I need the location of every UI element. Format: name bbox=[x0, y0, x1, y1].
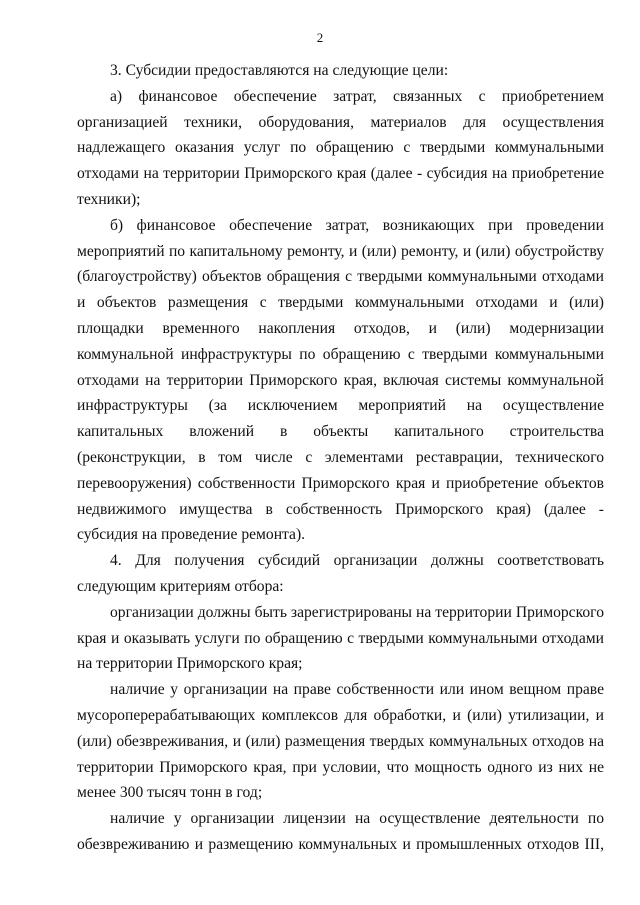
paragraph-goal-a-equipment: а) финансовое обеспечение затрат, связанных с приобретением организацией техники, оборудования, материалов для осуществления надлежащего оказания услуг по обращению с твердыми коммунальными отходами на территории Приморского края (далее - субсидия на приобретение техники); bbox=[77, 87, 604, 208]
page-number: 2 bbox=[316, 30, 324, 45]
paragraph-criterion-registration: организации должны быть зарегистрированы на территории Приморского края и оказывать услуги по обращению с твердыми коммунальными отходами на территории Приморского края; bbox=[77, 603, 604, 673]
document-body bbox=[77, 58, 604, 858]
paragraph-criterion-facilities: наличие у организации на праве собственности или ином вещном праве мусороперерабатывающих комплексов для обработки, и (или) утилизации, и (или) обезвреживания, и (или) размещения твердых коммунальных отходов на территории Приморского края, при условии, что мощность одного из них не менее 300 тысяч тонн в год; bbox=[77, 681, 604, 802]
paragraph-criterion-license: наличие у организации лицензии на осуществление деятельности по обезвреживанию и размещению коммунальных и промышленных отходов III, bbox=[77, 810, 604, 853]
paragraph-selection-criteria: 4. Для получения субсидий организации должны соответствовать следующим критериям отбора: bbox=[77, 552, 604, 595]
paragraph-goal-b-repair: б) финансовое обеспечение затрат, возникающих при проведении мероприятий по капитальному ремонту, и (или) ремонту, и (или) обустройству (благоустройству) объектов обращения с твердыми коммунальными отходами и объектов размещения с твердыми коммунальными отходами и (или) площадки временного накопления отходов, и (или) модернизации коммунальной инфраструктуры по обращению с твердыми коммунальными отходами на территории Приморского края, включая системы коммунальной инфраструктуры (за исключением мероприятий на осуществление капитальных вложений в объекты капитального строительства (реконструкции, в том числе с элементами реставрации, технического перевооружения) собственности Приморского края и приобретение объектов недвижимого имущества в собственность Приморского края) (далее - субсидия на проведение ремонта). bbox=[77, 216, 604, 544]
paragraph-subsidy-goals: 3. Субсидии предоставляются на следующие цели: bbox=[110, 62, 449, 79]
